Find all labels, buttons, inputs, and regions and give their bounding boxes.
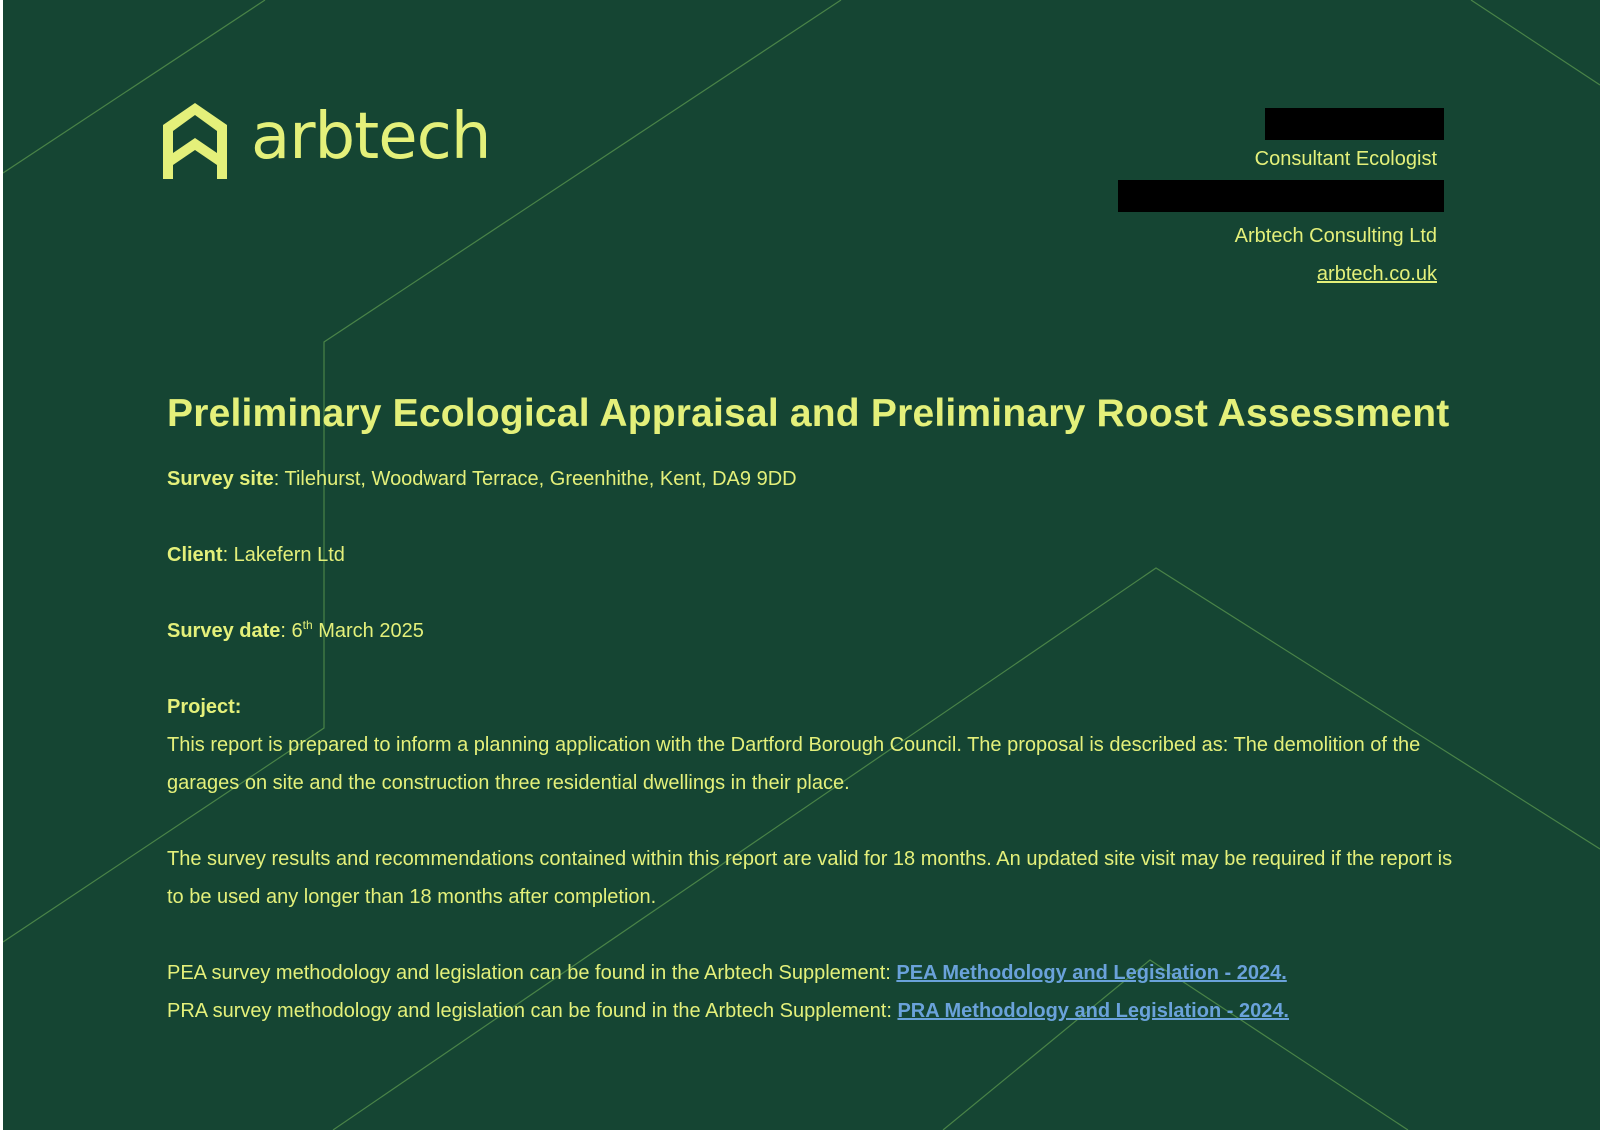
client-value: : Lakefern Ltd <box>222 544 345 566</box>
arbtech-chevron-logo-icon <box>163 103 227 179</box>
project-description: This report is prepared to inform a planning application with the Dartford Borough Council. The proposal is described as: The demolition of the garages on site and the construction three residential dwellings in their place. <box>167 734 1421 794</box>
contact-company: Arbtech Consulting Ltd <box>1234 225 1437 247</box>
survey-date-month-year: March 2025 <box>312 620 424 642</box>
survey-date-field <box>167 612 1467 650</box>
validity-statement: The survey results and recommendations contained within this report are valid for 18 months. An updated site visit may be required if the report is to be used any longer than 18 months after completion. <box>167 848 1453 908</box>
redacted-email-bar <box>1118 180 1444 212</box>
logo-wordmark: arbtech <box>251 100 491 174</box>
survey-date-day: : 6 <box>280 620 303 642</box>
project-heading: Project: <box>167 696 242 718</box>
pra-methodology-link[interactable]: PRA Methodology and Legislation - 2024. <box>897 1000 1289 1022</box>
pea-reference <box>167 954 1467 992</box>
report-cover-page <box>3 0 1600 1130</box>
report-title: Preliminary Ecological Appraisal and Preliminary Roost Assessment <box>167 392 1450 435</box>
website-link[interactable]: arbtech.co.uk <box>1316 263 1437 285</box>
client-label: Client <box>167 544 223 566</box>
pea-methodology-link[interactable]: PEA Methodology and Legislation - 2024. <box>896 962 1287 984</box>
redacted-name-bar <box>1265 108 1444 140</box>
pea-reference-text: PEA survey methodology and legislation can be found in the Arbtech Supplement: <box>167 962 897 984</box>
client-field <box>167 536 1467 574</box>
survey-site-label: Survey site <box>167 468 274 490</box>
survey-date-label: Survey date <box>167 620 281 642</box>
survey-site-field <box>167 460 1467 498</box>
arbtech-logo <box>163 100 491 179</box>
pra-reference-text: PRA survey methodology and legislation can be found in the Arbtech Supplement: <box>167 1000 898 1022</box>
survey-site-value: : Tilehurst, Woodward Terrace, Greenhithe, Kent, DA9 9DD <box>273 468 797 490</box>
survey-date-ordinal: th <box>302 618 313 632</box>
report-details <box>167 388 1467 1030</box>
contact-block <box>1118 108 1437 286</box>
pra-reference <box>167 992 1467 1030</box>
contact-role: Consultant Ecologist <box>1254 148 1437 170</box>
